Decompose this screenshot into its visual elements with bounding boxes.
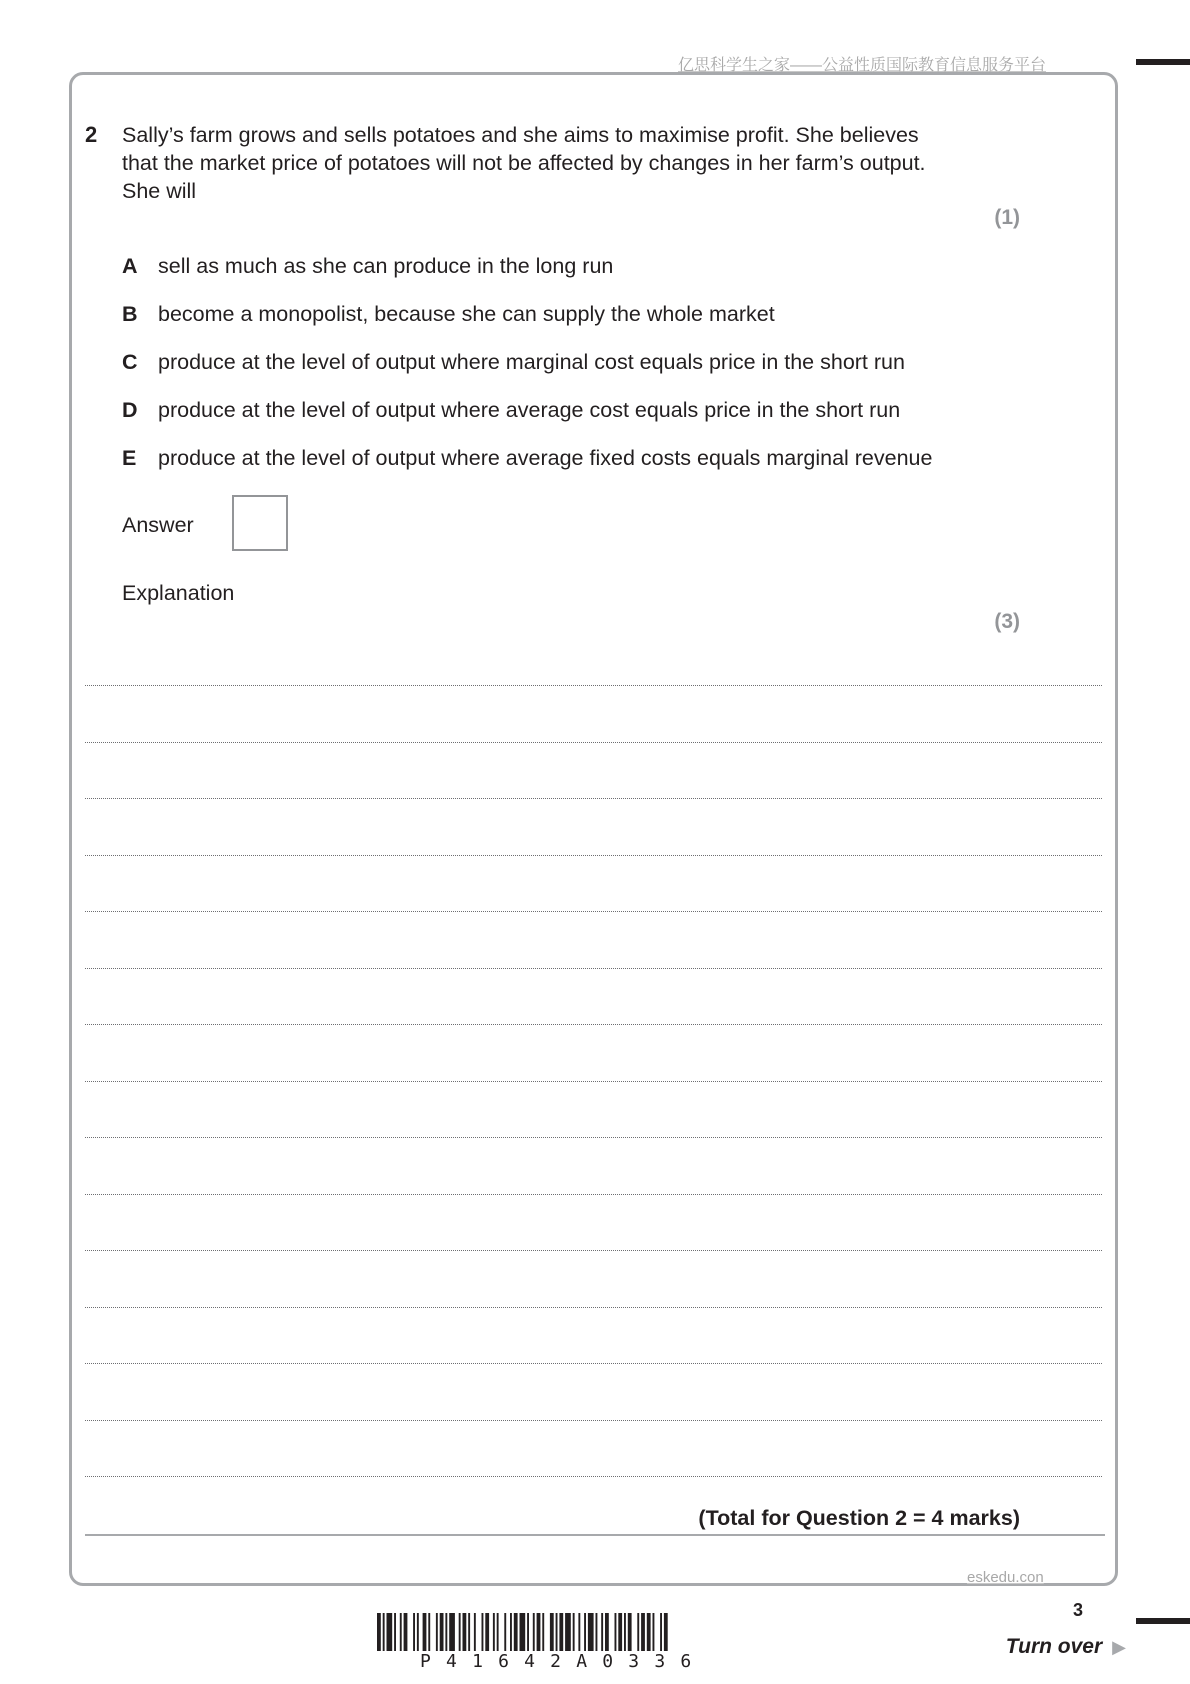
barcode-bar bbox=[377, 1613, 381, 1651]
question-stem-line: She will bbox=[122, 179, 197, 203]
question-stem-line: that the market price of potatoes will not be affected by changes in her farm’s output. bbox=[122, 151, 926, 175]
answer-line[interactable] bbox=[85, 1194, 1102, 1195]
answer-line[interactable] bbox=[85, 968, 1102, 969]
turn-over-label: Turn over bbox=[1005, 1635, 1103, 1658]
option-b[interactable] bbox=[122, 302, 775, 327]
barcode-bar bbox=[601, 1613, 603, 1651]
barcode-bar bbox=[533, 1613, 535, 1651]
answer-line[interactable] bbox=[85, 742, 1102, 743]
barcode-digits: P41642A0336 bbox=[420, 1651, 707, 1672]
answer-line[interactable] bbox=[85, 1476, 1102, 1477]
barcode-bar bbox=[559, 1613, 563, 1651]
barcode-bar bbox=[383, 1613, 385, 1651]
barcode-bar bbox=[417, 1613, 419, 1651]
answer-line[interactable] bbox=[85, 1420, 1102, 1421]
answer-line[interactable] bbox=[85, 1137, 1102, 1138]
explanation-marks: (3) bbox=[994, 610, 1020, 633]
question-stem bbox=[122, 121, 1022, 205]
barcode-bar bbox=[618, 1613, 622, 1651]
answer-line[interactable] bbox=[85, 1250, 1102, 1251]
answer-box[interactable] bbox=[232, 495, 288, 551]
option-text: produce at the level of output where average fixed costs equals marginal revenue bbox=[158, 446, 933, 470]
edge-mark-bottom bbox=[1136, 1618, 1190, 1624]
barcode-bar bbox=[527, 1613, 529, 1651]
question-frame bbox=[69, 72, 1118, 1586]
barcode-bar bbox=[641, 1613, 645, 1651]
barcode-bar bbox=[404, 1613, 408, 1651]
watermark-top: 亿思科学生之家——公益性质国际教育信息服务平台 bbox=[678, 57, 1047, 74]
barcode-bar bbox=[413, 1613, 415, 1651]
barcode-bar bbox=[615, 1613, 617, 1651]
barcode-bar bbox=[497, 1613, 499, 1651]
barcode-bar bbox=[400, 1613, 402, 1651]
answer-line[interactable] bbox=[85, 911, 1102, 912]
option-text: become a monopolist, because she can supply the whole market bbox=[158, 302, 775, 326]
answer-line[interactable] bbox=[85, 685, 1102, 686]
option-text: produce at the level of output where marginal cost equals price in the short run bbox=[158, 350, 905, 374]
barcode-bar bbox=[504, 1613, 506, 1651]
barcode-bar bbox=[624, 1613, 626, 1651]
mcq-marks: (1) bbox=[994, 206, 1020, 229]
answer-line[interactable] bbox=[85, 855, 1102, 856]
barcode-bar bbox=[387, 1613, 393, 1651]
option-e[interactable] bbox=[122, 446, 932, 471]
total-rule bbox=[85, 1534, 1105, 1536]
barcode-bar bbox=[596, 1613, 598, 1651]
barcode-bar bbox=[440, 1613, 444, 1651]
option-letter: B bbox=[122, 302, 138, 326]
option-a[interactable] bbox=[122, 254, 613, 279]
answer-line[interactable] bbox=[85, 798, 1102, 799]
edge-mark-top bbox=[1136, 59, 1190, 65]
barcode-bar bbox=[514, 1613, 518, 1651]
barcode-bar bbox=[556, 1613, 558, 1651]
answer-label: Answer bbox=[122, 513, 194, 537]
barcode-bar bbox=[628, 1613, 632, 1651]
barcode-bar bbox=[436, 1613, 438, 1651]
barcode-bar bbox=[660, 1613, 662, 1651]
barcode-bar bbox=[482, 1613, 484, 1651]
barcode-bar bbox=[550, 1613, 554, 1651]
question-total: (Total for Question 2 = 4 marks) bbox=[698, 1506, 1020, 1530]
option-letter: D bbox=[122, 398, 138, 422]
barcode-bar bbox=[588, 1613, 594, 1651]
barcode-bar bbox=[449, 1613, 455, 1651]
barcode-bar bbox=[664, 1613, 668, 1651]
barcode-bar bbox=[474, 1613, 476, 1651]
barcode-bar bbox=[520, 1613, 526, 1651]
barcode-bar bbox=[537, 1613, 541, 1651]
answer-line[interactable] bbox=[85, 1363, 1102, 1364]
barcode-bar bbox=[463, 1613, 467, 1651]
watermark-bottom: eskedu.con bbox=[967, 1569, 1044, 1586]
option-letter: A bbox=[122, 254, 138, 278]
answer-line[interactable] bbox=[85, 1024, 1102, 1025]
barcode-bar bbox=[542, 1613, 544, 1651]
answer-line[interactable] bbox=[85, 1307, 1102, 1308]
explanation-label: Explanation bbox=[122, 581, 235, 605]
barcode-bar bbox=[394, 1613, 396, 1651]
barcode-bar bbox=[573, 1613, 575, 1651]
play-arrow-icon: ▶ bbox=[1112, 1637, 1126, 1657]
barcode-bar bbox=[493, 1613, 495, 1651]
barcode-bar bbox=[445, 1613, 447, 1651]
barcode-bar bbox=[428, 1613, 430, 1651]
barcode-bar bbox=[565, 1613, 571, 1651]
option-letter: C bbox=[122, 350, 138, 374]
option-d[interactable] bbox=[122, 398, 900, 423]
barcode-bar bbox=[578, 1613, 580, 1651]
option-text: sell as much as she can produce in the long run bbox=[158, 254, 614, 278]
barcode-bar bbox=[653, 1613, 655, 1651]
question-number: 2 bbox=[85, 122, 98, 147]
option-c[interactable] bbox=[122, 350, 905, 375]
option-letter: E bbox=[122, 446, 137, 470]
answer-line[interactable] bbox=[85, 1081, 1102, 1082]
barcode-bar bbox=[584, 1613, 586, 1651]
turn-over bbox=[1006, 1635, 1126, 1659]
barcode-bar bbox=[510, 1613, 512, 1651]
barcode-bar bbox=[605, 1613, 609, 1651]
option-text: produce at the level of output where average cost equals price in the short run bbox=[158, 398, 901, 422]
barcode-bar bbox=[647, 1613, 651, 1651]
barcode-bar bbox=[485, 1613, 489, 1651]
page-number: 3 bbox=[1072, 1600, 1083, 1620]
barcode-bar bbox=[459, 1613, 461, 1651]
barcode-bar bbox=[468, 1613, 470, 1651]
barcode-bar bbox=[423, 1613, 427, 1651]
question-stem-line: Sally’s farm grows and sells potatoes and she aims to maximise profit. She believes bbox=[122, 123, 919, 147]
barcode-bar bbox=[637, 1613, 639, 1651]
